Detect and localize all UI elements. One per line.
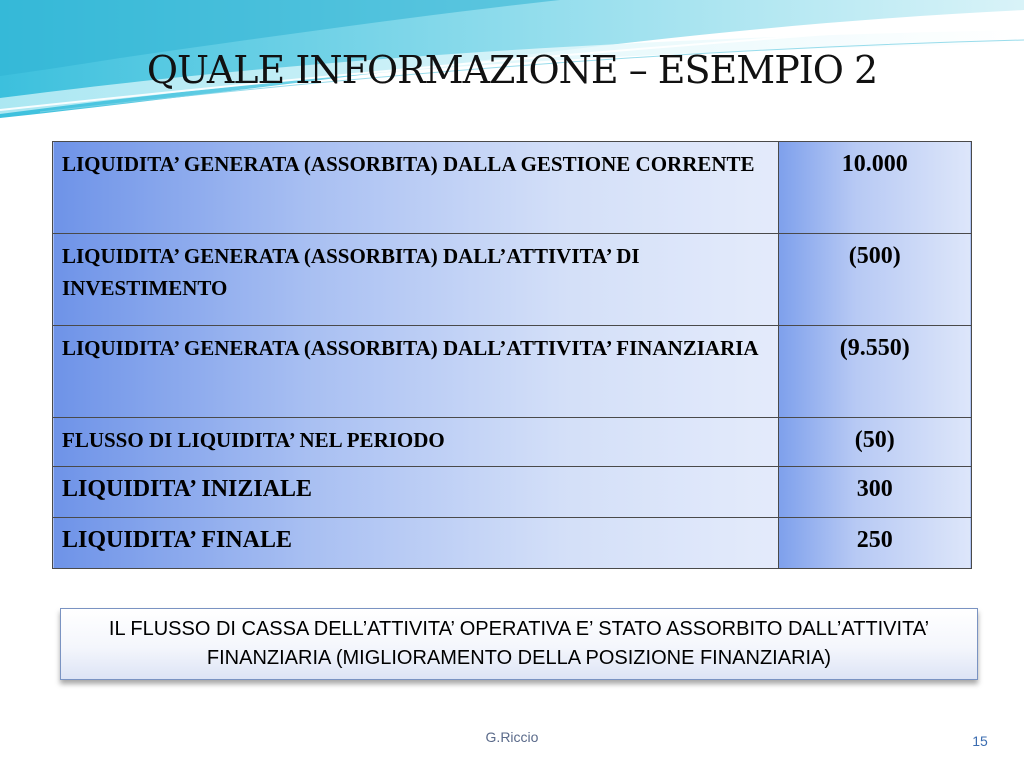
row-label: LIQUIDITA’ GENERATA (ASSORBITA) DALL’ATTIVITA’ FINANZIARIA [53,326,779,418]
slide-title: QUALE INFORMAZIONE – ESEMPIO 2 [146,48,878,92]
page-number: 15 [972,733,988,749]
cash-flow-table [52,141,972,569]
author-footer: G.Riccio [485,729,539,745]
row-value: 10.000 [778,142,971,234]
row-label: LIQUIDITA’ GENERATA (ASSORBITA) DALLA GESTIONE CORRENTE [53,142,779,234]
row-value: (9.550) [778,326,971,418]
row-value: (500) [778,234,971,326]
table-row [53,234,972,326]
table-row [53,326,972,418]
row-label: LIQUIDITA’ FINALE [53,518,779,569]
table-row [53,418,972,467]
row-label: FLUSSO DI LIQUIDITA’ NEL PERIODO [53,418,779,467]
row-value: (50) [778,418,971,467]
table-row [53,142,972,234]
row-value: 250 [778,518,971,569]
conclusion-text: IL FLUSSO DI CASSA DELL’ATTIVITA’ OPERATIVA E’ STATO ASSORBITO DALL’ATTIVITA’ FINANZIARIA (MIGLIORAMENTO DELLA POSIZIONE FINANZIARIA) [108,618,930,669]
row-value: 300 [778,467,971,518]
table-row [53,518,972,569]
conclusion-note [60,608,978,680]
row-label: LIQUIDITA’ GENERATA (ASSORBITA) DALL’ATTIVITA’ DI INVESTIMENTO [53,234,779,326]
table-row [53,467,972,518]
row-label: LIQUIDITA’ INIZIALE [53,467,779,518]
